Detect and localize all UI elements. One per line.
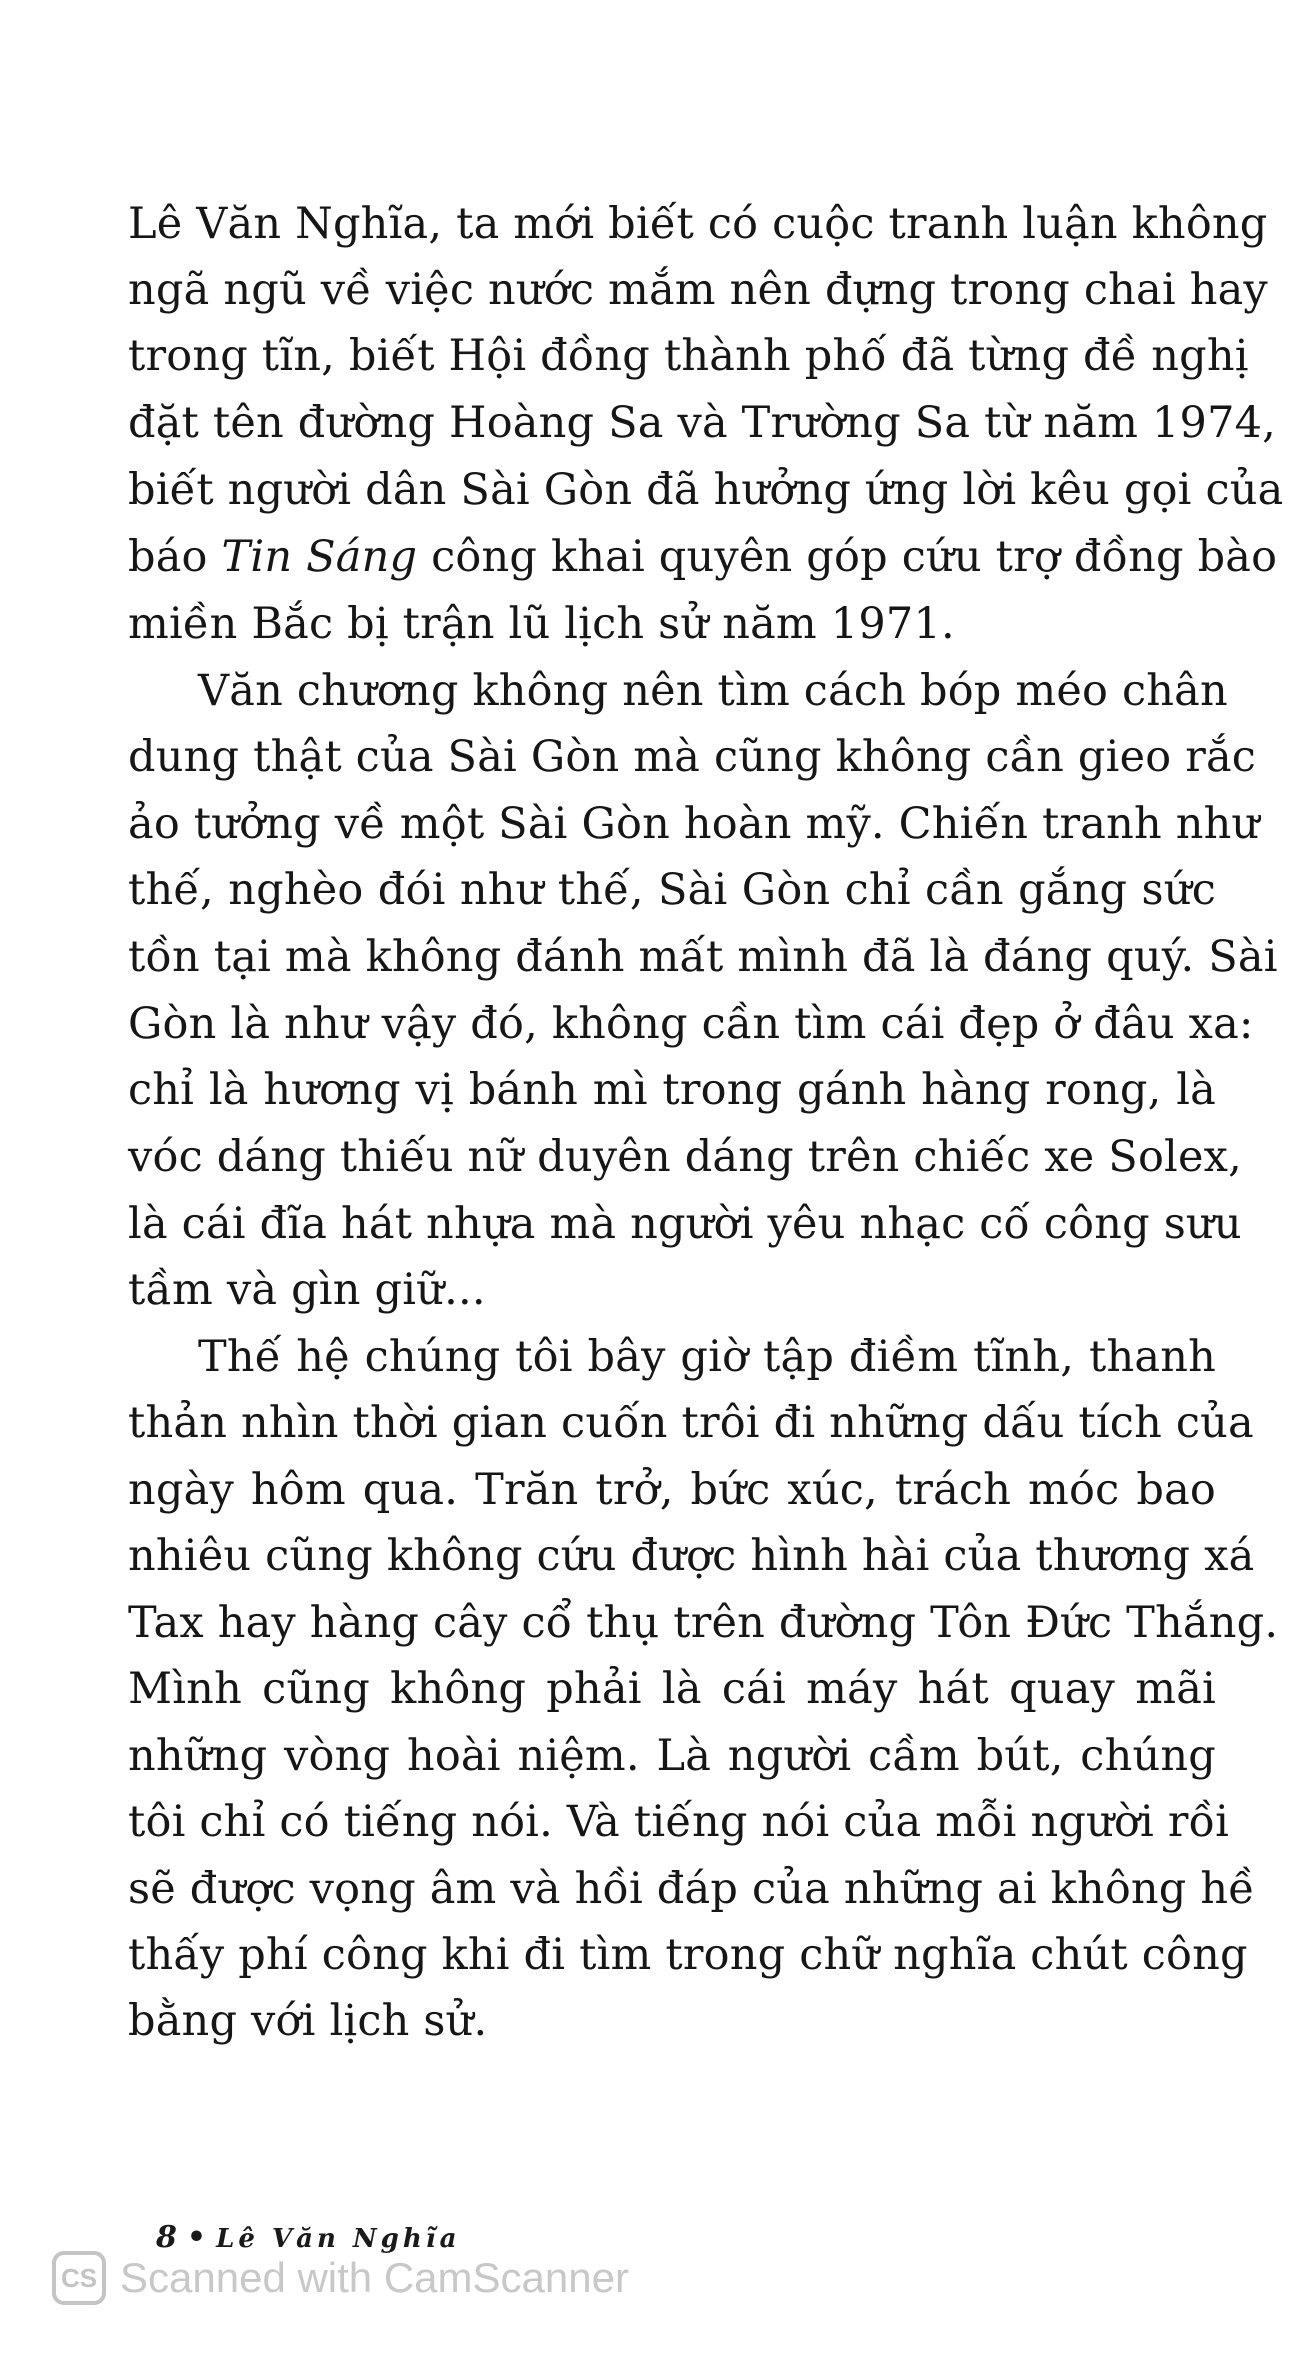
text-line [128, 590, 1216, 658]
camscanner-watermark [52, 2246, 629, 2310]
text-segment: Thế hệ chúng tôi bây giờ tập điềm tĩnh, thanh [198, 1332, 1216, 1382]
text-segment: ngã ngũ về việc nước mắm nên đựng trong chai hay [128, 265, 1268, 315]
text-segment: đặt tên đường Hoàng Sa và Trường Sa từ năm 1974, [128, 398, 1277, 448]
page-number: 8 [156, 2220, 177, 2255]
text-segment: sẽ được vọng âm và hồi đáp của những ai không hề [128, 1864, 1255, 1914]
text-segment: Văn chương không nên tìm cách bóp méo chân [198, 666, 1228, 716]
text-line [128, 1855, 1255, 1923]
running-author: Lê Văn Nghĩa [216, 2224, 461, 2254]
text-segment: báo [128, 532, 222, 582]
text-segment: công khai quyên góp cứu trợ đồng bào [417, 532, 1278, 582]
text-segment: những vòng hoài niệm. Là người cầm bút, chúng [128, 1731, 1216, 1781]
text-segment: Tax hay hàng cây cổ thụ trên đường Tôn Đức Thắng. [128, 1598, 1279, 1648]
text-segment: chỉ là hương vị bánh mì trong gánh hàng rong, là [128, 1065, 1216, 1115]
text-line [128, 1589, 1279, 1657]
text-line [128, 1123, 1242, 1191]
text-line [198, 1323, 1216, 1391]
text-line [128, 256, 1268, 324]
text-line [128, 523, 1278, 591]
text-segment: biết người dân Sài Gòn đã hưởng ứng lời kêu gọi của [128, 465, 1284, 515]
text-segment: ảo tưởng về một Sài Gòn hoàn mỹ. Chiến tranh như [128, 799, 1260, 849]
text-line [128, 1056, 1216, 1124]
text-line [128, 322, 1249, 390]
text-segment: Gòn là như vậy đó, không cần tìm cái đẹp ở đâu xa: [128, 999, 1254, 1049]
text-segment: miền Bắc bị trận lũ lịch sử năm 1971. [128, 599, 955, 649]
text-segment: tồn tại mà không đánh mất mình đã là đáng quý. Sài [128, 932, 1278, 982]
text-segment: Lê Văn Nghĩa, ta mới biết có cuộc tranh luận không [128, 199, 1268, 249]
watermark-text: Scanned with CamScanner [120, 2254, 629, 2301]
text-line [128, 1921, 1248, 1989]
text-line [128, 990, 1254, 1058]
text-line [128, 1389, 1254, 1457]
text-segment: trong tĩn, biết Hội đồng thành phố đã từng đề nghị [128, 331, 1249, 381]
text-line [128, 389, 1277, 457]
text-line [128, 190, 1268, 258]
text-line [128, 1522, 1255, 1590]
camscanner-logo-icon: CS [52, 2251, 106, 2305]
text-segment: tôi chỉ có tiếng nói. Và tiếng nói của mỗi người rồi [128, 1797, 1230, 1847]
text-line [128, 1987, 1216, 2055]
text-line [128, 723, 1257, 791]
text-segment: ngày hôm qua. Trăn trở, bức xúc, trách móc bao [128, 1465, 1216, 1515]
text-segment: dung thật của Sài Gòn mà cũng không cần gieo rắc [128, 732, 1257, 782]
text-segment: nhiêu cũng không cứu được hình hài của thương xá [128, 1531, 1255, 1581]
text-line [128, 1456, 1216, 1524]
text-line [128, 1190, 1242, 1258]
text-segment: Mình cũng không phải là cái máy hát quay mãi [128, 1664, 1216, 1714]
text-line [128, 1788, 1230, 1856]
text-segment: thản nhìn thời gian cuốn trôi đi những dấu tích của [128, 1398, 1254, 1448]
text-line [128, 1722, 1216, 1790]
text-line [198, 657, 1228, 725]
text-line [128, 1655, 1216, 1723]
text-line [128, 923, 1278, 991]
text-segment: bằng với lịch sử. [128, 1996, 488, 2046]
text-segment: vóc dáng thiếu nữ duyên dáng trên chiếc xe Solex, [128, 1132, 1242, 1182]
text-segment: thế, nghèo đói như thế, Sài Gòn chỉ cần gắng sức [128, 865, 1216, 915]
italic-title: Tin Sáng [221, 532, 418, 582]
text-line [128, 856, 1216, 924]
text-line [128, 456, 1284, 524]
text-segment: là cái đĩa hát nhựa mà người yêu nhạc cố công sưu [128, 1199, 1242, 1249]
text-line [128, 790, 1260, 858]
text-line [128, 1256, 1216, 1324]
text-segment: tầm và gìn giữ... [128, 1265, 486, 1315]
footer-separator: • [186, 2220, 207, 2255]
text-segment: thấy phí công khi đi tìm trong chữ nghĩa chút công [128, 1930, 1248, 1980]
